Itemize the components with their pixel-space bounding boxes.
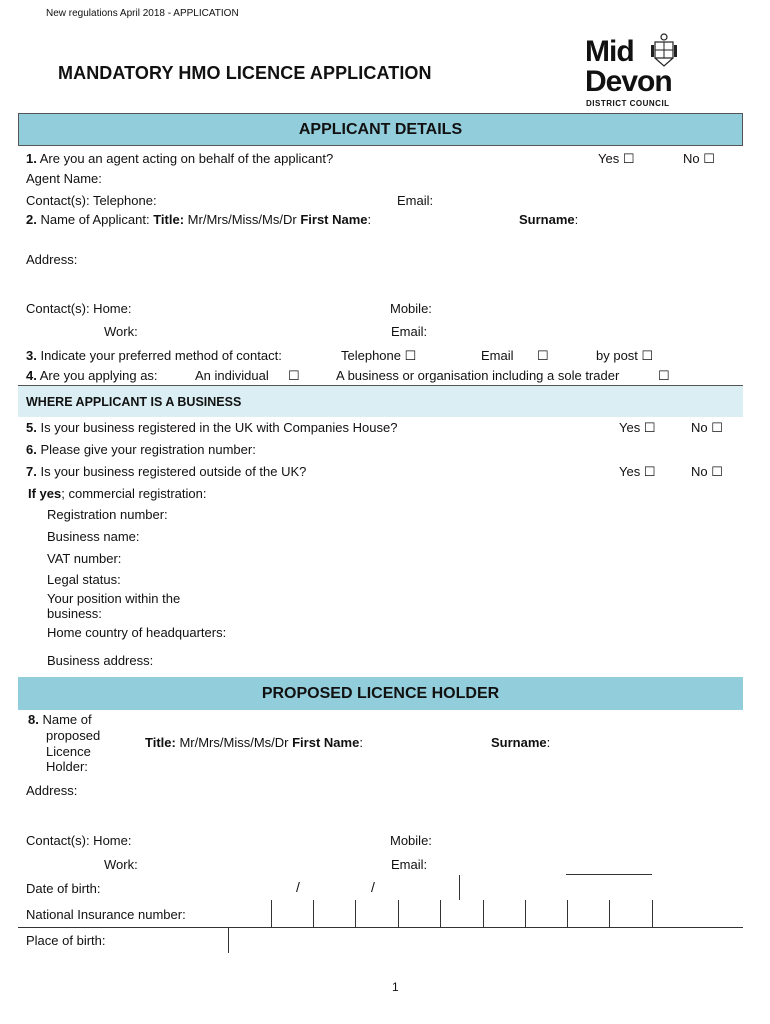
- logo-word-mid: Mid: [585, 35, 634, 68]
- holder-mobile-label: Mobile:: [390, 833, 432, 848]
- dob-end-divider: [459, 875, 460, 900]
- question-4: 4. Are you applying as:: [26, 368, 158, 383]
- question-5: 5. Is your business registered in the UK with Companies House?: [26, 420, 398, 435]
- holder-surname-label: Surname:: [491, 735, 551, 750]
- question-1: 1. Are you an agent acting on behalf of the applicant?: [26, 151, 334, 166]
- business-name-label: Business name:: [47, 529, 140, 544]
- question-8-line4: Holder:: [46, 759, 88, 774]
- vat-number-label: VAT number:: [47, 551, 122, 566]
- place-of-birth-divider: [228, 928, 229, 953]
- question-3: 3. Indicate your preferred method of contact:: [26, 348, 282, 363]
- holder-work-label: Work:: [104, 857, 138, 872]
- registration-number-label: Registration number:: [47, 507, 168, 522]
- question-2: 2. Name of Applicant: Title: Mr/Mrs/Miss/Ms/Dr First Name:: [26, 212, 372, 227]
- applying-business-option: A business or organisation including a sole trader: [336, 368, 620, 383]
- document-header-note: New regulations April 2018 - APPLICATION: [46, 8, 239, 19]
- question-8-line3: Licence: [46, 744, 91, 759]
- holder-title-label: Title: Mr/Mrs/Miss/Ms/Dr First Name:: [145, 735, 363, 750]
- section-applicant-details: APPLICANT DETAILS: [18, 113, 743, 146]
- dob-separator-1: /: [296, 879, 300, 895]
- applying-individual-option: An individual: [195, 368, 269, 383]
- contact-telephone-checkbox[interactable]: Telephone ☐: [341, 348, 417, 363]
- ni-row-divider: [18, 927, 743, 928]
- q7-yes-checkbox[interactable]: Yes ☐: [619, 464, 656, 479]
- question-8-num: 8. Name of: [28, 712, 92, 727]
- legal-status-label: Legal status:: [47, 572, 121, 587]
- question-6: 6. Please give your registration number:: [26, 442, 256, 457]
- position-label-line2: business:: [47, 606, 102, 621]
- place-of-birth-label: Place of birth:: [26, 933, 106, 948]
- contact-post-checkbox[interactable]: by post ☐: [596, 348, 654, 363]
- dob-label: Date of birth:: [26, 881, 101, 896]
- applicant-address-label: Address:: [26, 252, 78, 267]
- applicant-home-label: Contact(s): Home:: [26, 301, 132, 316]
- applicant-surname-label: Surname:: [519, 212, 579, 227]
- agent-telephone-label: Contact(s): Telephone:: [26, 193, 157, 208]
- home-country-label: Home country of headquarters:: [47, 625, 227, 640]
- holder-home-label: Contact(s): Home:: [26, 833, 132, 848]
- page-number: 1: [392, 980, 399, 994]
- council-logo: [585, 33, 695, 113]
- q1-no-checkbox[interactable]: No ☐: [683, 151, 715, 166]
- applying-business-checkbox[interactable]: ☐: [658, 368, 670, 383]
- contact-email-checkbox[interactable]: ☐: [537, 348, 549, 363]
- agent-name-label: Agent Name:: [26, 171, 102, 186]
- business-address-label: Business address:: [47, 653, 154, 668]
- section-business: WHERE APPLICANT IS A BUSINESS: [18, 385, 743, 417]
- q7-no-checkbox[interactable]: No ☐: [691, 464, 723, 479]
- logo-word-council: DISTRICT COUNCIL: [586, 99, 670, 108]
- question-7: 7. Is your business registered outside of the UK?: [26, 464, 307, 479]
- q1-yes-checkbox[interactable]: Yes ☐: [598, 151, 635, 166]
- ni-number-label: National Insurance number:: [26, 907, 186, 922]
- page-title: MANDATORY HMO LICENCE APPLICATION: [58, 63, 432, 83]
- applicant-mobile-label: Mobile:: [390, 301, 432, 316]
- contact-email-option: Email: [481, 348, 514, 363]
- q5-yes-checkbox[interactable]: Yes ☐: [619, 420, 656, 435]
- email-underline: [566, 874, 652, 875]
- position-label-line1: Your position within the: [47, 591, 181, 606]
- question-8-line2: proposed: [46, 728, 101, 743]
- agent-email-label: Email:: [397, 193, 434, 208]
- q5-no-checkbox[interactable]: No ☐: [691, 420, 723, 435]
- applying-individual-checkbox[interactable]: ☐: [288, 368, 300, 383]
- section-licence-holder: PROPOSED LICENCE HOLDER: [18, 677, 743, 710]
- applicant-work-label: Work:: [104, 324, 138, 339]
- holder-address-label: Address:: [26, 783, 78, 798]
- holder-email-label: Email:: [391, 857, 428, 872]
- dob-separator-2: /: [371, 879, 375, 895]
- logo-word-devon: Devon: [585, 65, 672, 98]
- if-yes-label: If yes; commercial registration:: [28, 486, 207, 501]
- applicant-email-label: Email:: [391, 324, 428, 339]
- coat-of-arms-icon: [649, 33, 679, 69]
